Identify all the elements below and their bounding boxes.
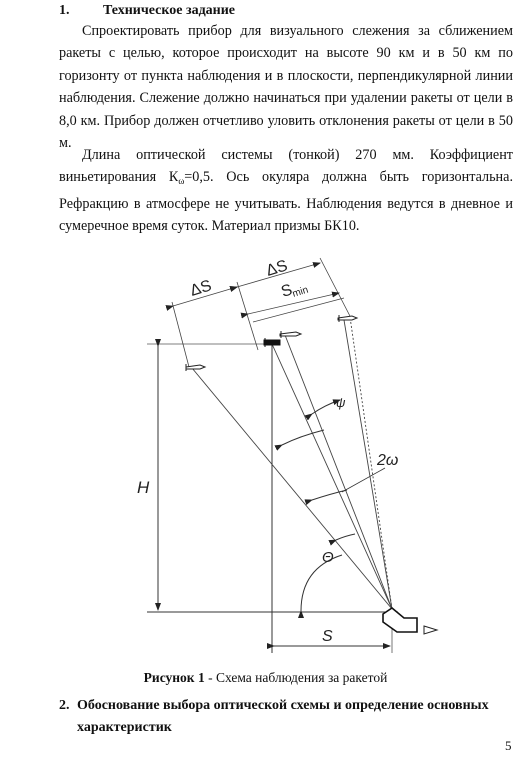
section-2-heading xyxy=(59,695,509,739)
frame-line-right xyxy=(320,258,352,320)
section-1-number: 1. xyxy=(59,3,70,18)
s-min-label-main: S xyxy=(279,281,295,301)
observer-device-icon xyxy=(383,608,417,632)
caption-text: - Схема наблюдения за ракетой xyxy=(204,670,388,685)
s-label: S xyxy=(322,628,333,645)
psi-label: ψ xyxy=(336,395,346,410)
paragraph-2-end: =0,5. Ось окуляра должна быть горизонтальна. Рефракцию в атмосфере не учитывать. Наблюдения ведутся в дневное и сумеречное время суток. Материал призмы БК10. xyxy=(59,169,513,235)
rocket-icon xyxy=(338,315,357,322)
figure-caption xyxy=(0,670,531,686)
section-2-title-line-1: Обоснование выбора оптической схемы и определение основных xyxy=(77,698,489,713)
sight-line-3 xyxy=(285,335,392,609)
height-label: H xyxy=(137,478,150,497)
two-omega-label: 2ω xyxy=(377,452,399,469)
section-2-number: 2. xyxy=(59,698,70,713)
task-paragraph-1: Спроектировать прибор для визуального слежения за сближением ракеты с целью, которое происходит на высоте 90 км и в 50 км по горизонту от пункта наблюдения и в плоскости, перпендикулярной линии наблюдения. Слежение должно начинаться при удалении ракеты от цели в 8,0 км. Прибор должен отчетливо уловить отклонения ракеты от цели в 50 м. xyxy=(59,23,513,152)
two-omega-arc-upper xyxy=(282,430,324,445)
theta-label: Θ xyxy=(322,549,334,566)
secondary-angle-arc xyxy=(336,534,355,540)
observation-diagram xyxy=(0,245,531,665)
section-1-heading xyxy=(59,3,235,19)
two-omega-leader xyxy=(342,468,385,492)
frame-line-left xyxy=(172,302,189,367)
page-number: 5 xyxy=(505,738,512,753)
delta-s-right-label: ΔS xyxy=(264,257,290,280)
sight-line-1 xyxy=(192,368,392,609)
section-2-title-line-2: характеристик xyxy=(77,720,172,735)
task-paragraph-2 xyxy=(59,144,513,238)
rocket-icon xyxy=(280,331,301,338)
section-1-title: Техническое задание xyxy=(103,3,236,18)
eyepiece-direction-icon xyxy=(424,626,437,634)
frame-line-mid xyxy=(237,282,258,350)
delta-s-left-label: ΔS xyxy=(188,277,214,300)
sight-line-2 xyxy=(272,344,392,609)
s-min-label xyxy=(279,277,310,303)
caption-label: Рисунок 1 xyxy=(143,670,205,685)
s-min-label-sub: min xyxy=(291,284,310,300)
vignetting-subscript: ω xyxy=(178,176,185,187)
paragraph-2-start: Длина оптической системы (тонкой) 270 мм. Коэффициент виньетирования К xyxy=(59,147,513,186)
